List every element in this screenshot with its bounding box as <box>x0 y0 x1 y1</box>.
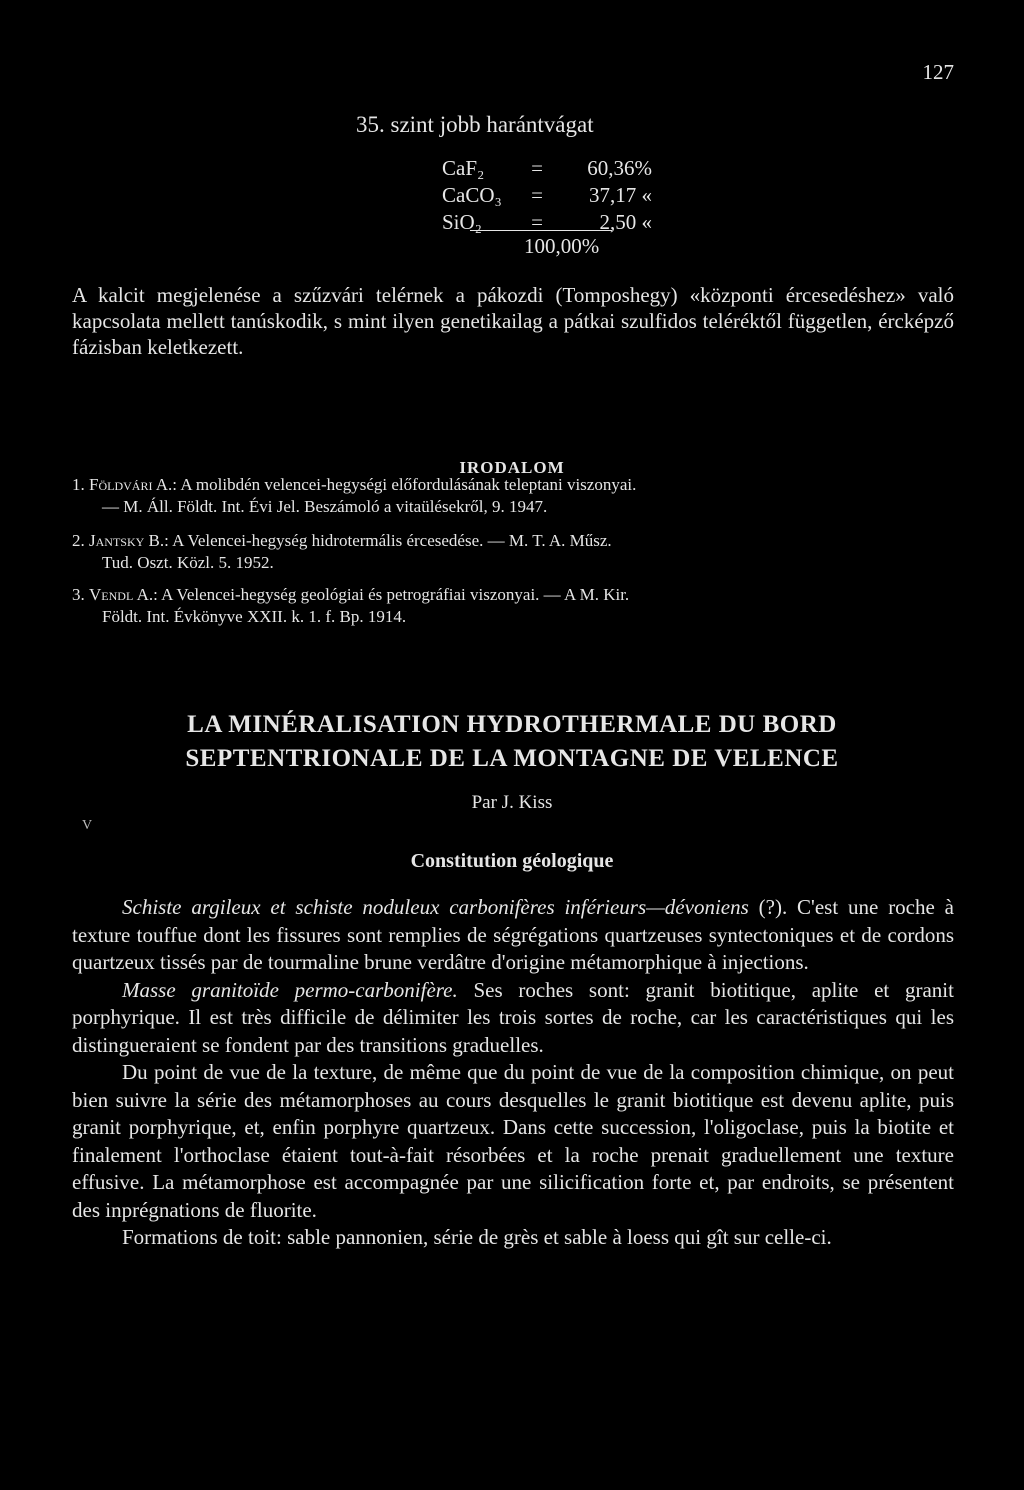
reference-number: 2. <box>72 531 85 550</box>
paragraph-lead: Schiste argileux et schiste noduleux carbonifères inférieurs—dévoniens <box>122 895 749 919</box>
compound-value: 37,17 « <box>589 183 652 207</box>
reference-continuation: Tud. Oszt. Közl. 5. 1952. <box>102 553 274 572</box>
composition-row <box>442 183 652 208</box>
reference-author: Jantsky B. <box>89 531 165 550</box>
compound-value: 60,36% <box>587 156 652 180</box>
reference-author: Vendl A. <box>89 585 154 604</box>
hungarian-paragraph: A kalcit megjelenése a szűzvári telérnek a pákozdi (Tomposhegy) «központi ércesedéshez» való kapcsolata mellett tanúskodik, s mint ilyen genetikailag a pátkai szulfidos teléréktől független, ércképző fázisban keletkezett. <box>72 283 954 359</box>
reference-author: Földvári A. <box>89 475 173 494</box>
composition-row <box>442 210 652 235</box>
article-title-line2: SEPTENTRIONALE DE LA MONTAGNE DE VELENCE <box>185 745 839 772</box>
composition-total: 100,00% <box>524 234 600 258</box>
section-heading: Constitution géologique <box>410 850 614 872</box>
paragraph-lead: Masse granitoïde permo-carbonifère. <box>122 977 458 1002</box>
reference-text: : A Velencei-hegység geológiai és petrográfiai viszonyai. — A M. Kir. <box>153 585 630 604</box>
margin-mark: V <box>82 818 93 833</box>
reference-item <box>72 474 962 518</box>
body-paragraph <box>72 977 954 1060</box>
composition-table <box>440 154 654 237</box>
reference-number: 1. <box>72 475 85 494</box>
reference-item <box>72 584 962 628</box>
compound-name: CaCO₃ <box>442 183 502 207</box>
equals-sign: = <box>531 210 543 234</box>
paragraph-text: Ses roches sont: granit biotitique, aplite et granit porphyrique. Il est très difficile de délimiter les trois sortes de roche, car les caractéristiques qui les distingueraient se fondent par des transitions graduelles. <box>72 977 954 1057</box>
sum-rule <box>470 230 612 231</box>
compound-value: 2,50 « <box>599 210 652 234</box>
compound-name: SiO₂ <box>442 210 483 234</box>
level-heading: 35. szint jobb harántvágat <box>356 112 594 137</box>
reference-continuation: Földt. Int. Évkönyve XXII. k. 1. f. Bp. 1914. <box>102 607 407 626</box>
page-number: 127 <box>922 60 954 84</box>
author-line: Par J. Kiss <box>471 792 553 813</box>
composition-row <box>442 156 652 181</box>
reference-text: : A Velencei-hegység hidrotermális ércesedése. — M. T. A. Műsz. <box>164 531 612 550</box>
reference-item <box>72 530 962 574</box>
reference-text: : A molibdén velencei-hegységi előfordulásának teleptani viszonyai. <box>172 475 637 494</box>
article-body <box>72 894 954 1252</box>
body-paragraph <box>72 894 954 977</box>
equals-sign: = <box>531 183 543 207</box>
reference-continuation: — M. Áll. Földt. Int. Évi Jel. Beszámoló a vitaülésekről, 9. 1947. <box>102 497 548 516</box>
body-paragraph: Formations de toit: sable pannonien, série de grès et sable à loess qui gît sur celle-ci. <box>122 1225 832 1249</box>
references-heading: IRODALOM <box>459 458 565 477</box>
body-paragraph: Du point de vue de la texture, de même que du point de vue de la composition chimique, on peut bien suivre la série des métamorphoses au cours desquelles le granit biotitique est devenu aplite, puis granit porphyrique, et, enfin porphyre quartzeux. Dans cette succession, l'oligoclase, puis la biotite et finalement l'orthoclase étaient tout-à-fait résorbées et la roche prenait graduellement une texture effusive. La métamorphose est accompagnée par une silicification forte et, par endroits, se présentent des inprégnations de fluorite. <box>72 1060 954 1222</box>
paragraph-text: (?). C'est une roche à texture touffue dont les fissures sont remplies de ségrégations quartzeuses syntectoniques et de cordons quartzeux tissés par de tourmaline brune verdâtre d'origine métamorphique à injections. <box>72 895 955 974</box>
compound-name: CaF₂ <box>442 156 485 180</box>
article-title-line1: LA MINÉRALISATION HYDROTHERMALE DU BORD <box>187 711 837 738</box>
reference-number: 3. <box>72 585 85 604</box>
equals-sign: = <box>531 156 543 180</box>
